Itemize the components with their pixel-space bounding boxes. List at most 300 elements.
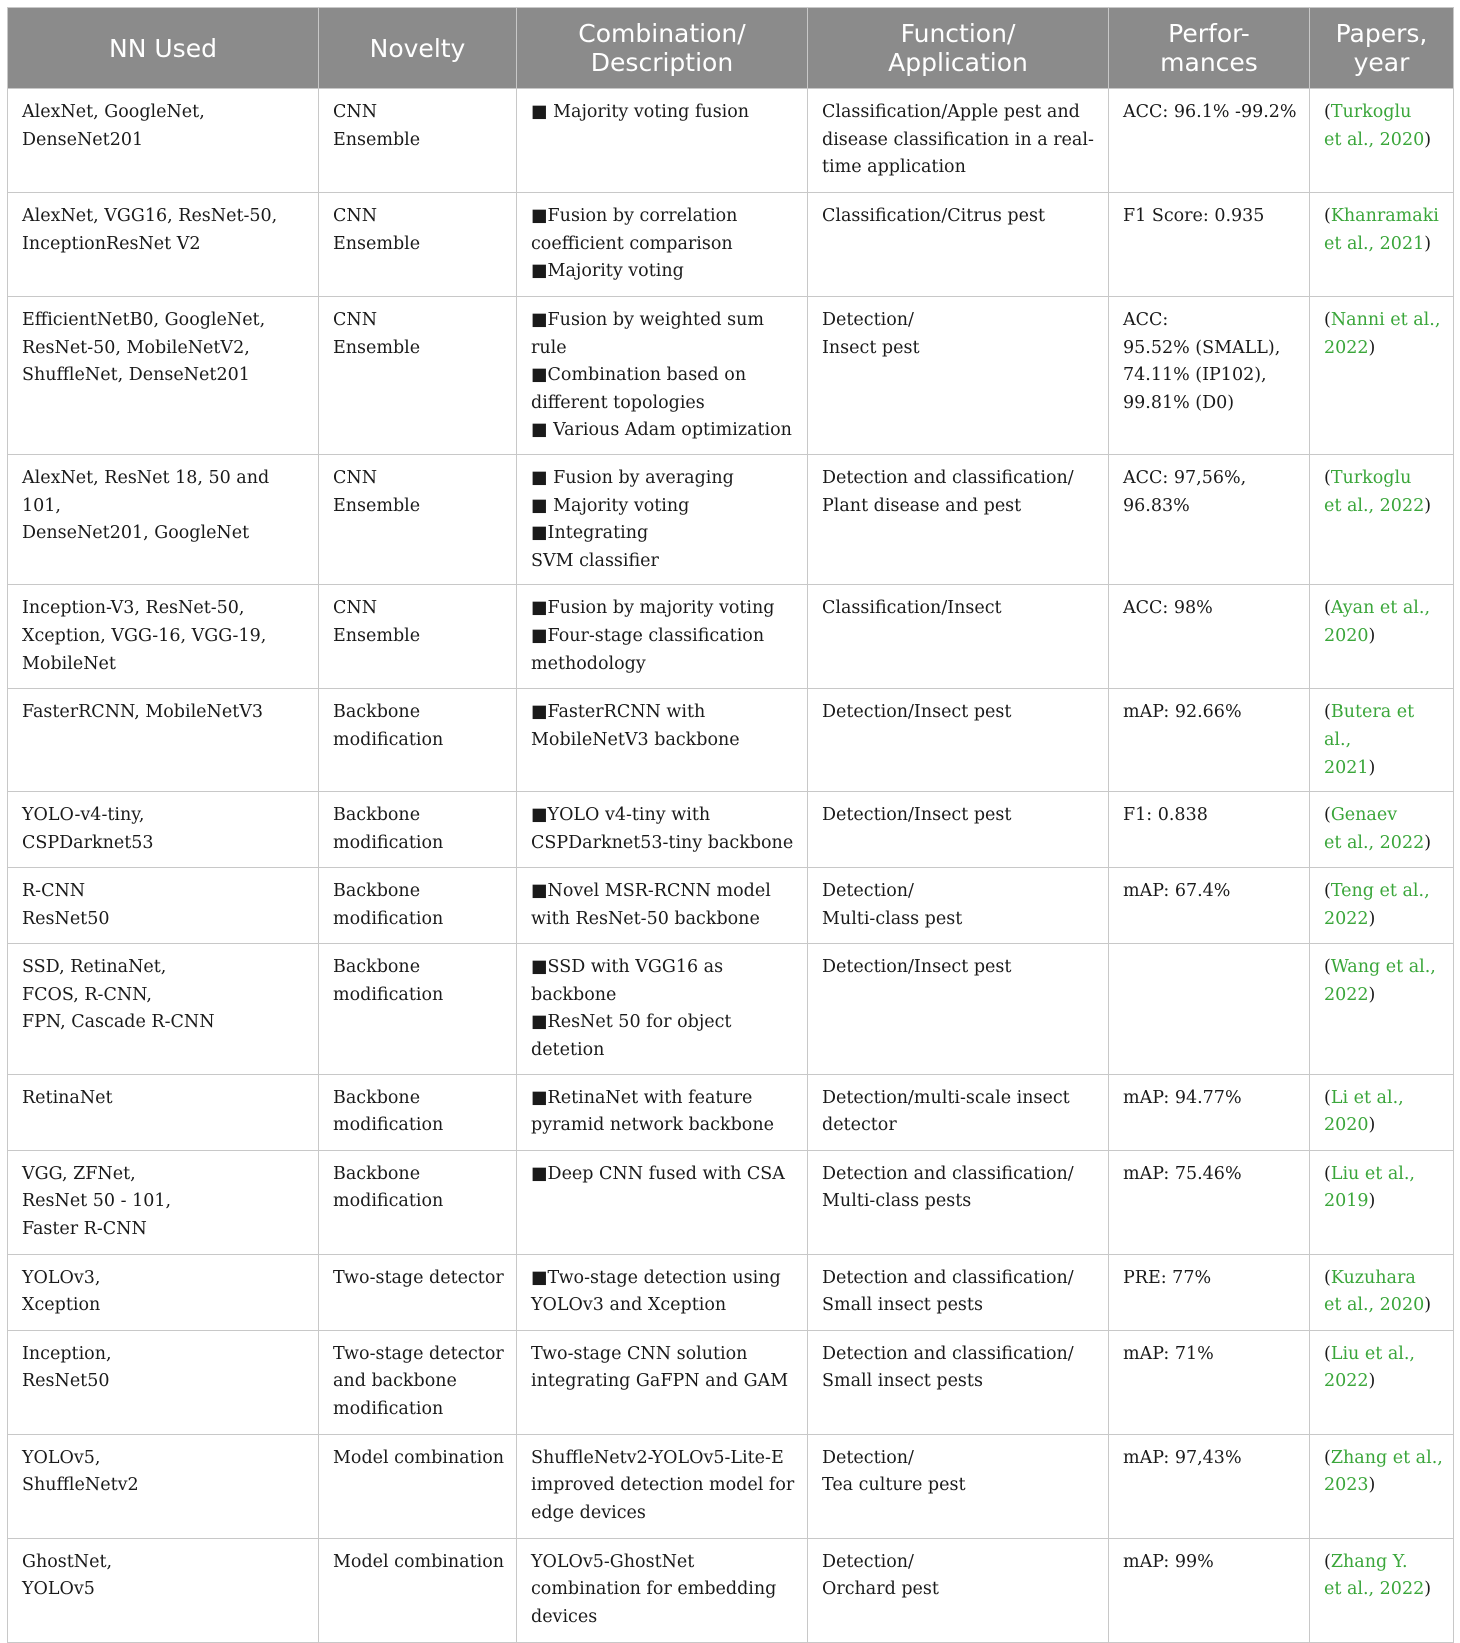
reference-link-line[interactable] (1324, 127, 1445, 155)
cell-line: AlexNet, VGG16, ResNet-50, (22, 206, 278, 226)
cell-performance (1109, 792, 1310, 868)
cell-line: Detection/Insect pest (822, 805, 1012, 826)
cell-line: Detection/ (822, 881, 914, 902)
reference-text[interactable]: et al., 2021 (1324, 233, 1425, 254)
cell-nn-used (8, 1434, 319, 1538)
reference-link-line[interactable] (1324, 1292, 1445, 1320)
reference-link-line[interactable] (1324, 954, 1445, 982)
paren: ( (1324, 1343, 1331, 1364)
reference-link-line[interactable] (1324, 699, 1445, 754)
cell-performance (1109, 193, 1310, 297)
reference-text[interactable]: Khanramaki (1330, 206, 1439, 226)
reference-link-line[interactable] (1324, 595, 1445, 623)
cell-nn-used (8, 1538, 319, 1642)
cell-function (808, 868, 1109, 944)
cell-line: Ensemble (333, 495, 421, 516)
reference-text[interactable]: et al., 2022 (1324, 832, 1425, 853)
reference-text[interactable]: et al., 2022 (1324, 495, 1425, 516)
cell-line: Model combination (333, 1551, 505, 1572)
cell-line: Backbone (333, 881, 421, 902)
header-row (8, 8, 1454, 89)
reference-text[interactable]: Genaev (1330, 805, 1398, 826)
table-row (8, 1434, 1454, 1538)
reference-link-line[interactable] (1324, 465, 1445, 493)
cell-line: ACC: (1123, 310, 1169, 330)
cell-line: ■FasterRCNN with (531, 702, 706, 723)
cell-line: disease classification in a real- (822, 129, 1094, 150)
cell-line: CNN (333, 467, 378, 488)
cell-line: F1 Score: 0.935 (1123, 206, 1265, 226)
cell-line: ■Fusion by correlation (531, 206, 738, 226)
cell-line: CNN (333, 102, 378, 122)
table-body (8, 89, 1454, 1643)
cell-line: Two-stage detector (333, 1267, 504, 1288)
paren: ) (1368, 1475, 1376, 1496)
cell-line: Detection/Insect pest (822, 957, 1012, 978)
cell-line: YOLO-v4-tiny, (22, 805, 145, 826)
reference-text[interactable]: Turkoglu (1330, 467, 1412, 488)
cell-reference (1310, 944, 1454, 1074)
cell-line: mAP: 71% (1123, 1343, 1214, 1364)
table-row (8, 1150, 1454, 1254)
cell-line: DenseNet201, GoogleNet (22, 523, 250, 544)
cell-novelty (319, 454, 517, 584)
cell-line: ■RetinaNet with feature (531, 1087, 753, 1108)
reference-text[interactable]: 2022 (1324, 908, 1369, 929)
cell-function (808, 1254, 1109, 1330)
paren: ( (1324, 957, 1331, 978)
cell-reference (1310, 89, 1454, 193)
cell-line: CNN (333, 598, 378, 619)
cell-novelty (319, 297, 517, 455)
cell-line: ShuffleNetv2-YOLOv5-Lite-E (531, 1447, 784, 1468)
header-nn-used (8, 8, 319, 89)
cell-line: GhostNet, (22, 1551, 113, 1572)
cell-description (517, 689, 808, 792)
cell-line: Detection and classification/ (822, 1267, 1074, 1288)
cell-line: FasterRCNN, MobileNetV3 (22, 702, 264, 723)
cell-line: Small insect pests (822, 1371, 983, 1392)
cell-line: CSPDarknet53 (22, 832, 154, 853)
cell-line: MobileNetV3 backbone (531, 729, 740, 750)
cell-line: YOLOv5 (22, 1579, 95, 1600)
cell-performance (1109, 585, 1310, 689)
paren: ) (1424, 495, 1432, 516)
cell-description (517, 1074, 808, 1150)
cell-line: time application (822, 157, 966, 178)
cell-function (808, 1538, 1109, 1642)
cell-line: Plant disease and pest (822, 495, 1022, 516)
cell-line: ResNet50 (22, 1371, 110, 1392)
reference-link-line[interactable] (1324, 1368, 1445, 1396)
cell-description (517, 1150, 808, 1254)
cell-line: mAP: 75.46% (1123, 1163, 1242, 1184)
cell-novelty (319, 585, 517, 689)
table-row (8, 585, 1454, 689)
cell-line: ■ Majority voting fusion (531, 102, 750, 122)
cell-description (517, 193, 808, 297)
cell-line: Backbone (333, 805, 421, 826)
reference-text[interactable]: et al., 2020 (1324, 129, 1425, 150)
cell-performance (1109, 1254, 1310, 1330)
table-row (8, 1074, 1454, 1150)
reference-link-line[interactable] (1324, 982, 1445, 1010)
cell-line: ■ResNet 50 for object detetion (531, 1012, 732, 1060)
paren: ) (1424, 832, 1432, 853)
cell-performance (1109, 1150, 1310, 1254)
cell-line: Ensemble (333, 129, 421, 150)
reference-text[interactable]: Zhang et al., (1330, 1447, 1443, 1468)
cell-line: Detection and classification/ (822, 1163, 1074, 1184)
cell-performance (1109, 1538, 1310, 1642)
cell-line: ShuffleNetv2 (22, 1475, 139, 1496)
cell-line: ■Deep CNN fused with CSA (531, 1163, 785, 1184)
cell-description (517, 89, 808, 193)
paren: ) (1368, 1191, 1376, 1212)
paren: ( (1324, 467, 1331, 488)
cell-line: Inception-V3, ResNet-50, (22, 598, 245, 619)
cell-line: mAP: 99% (1123, 1551, 1214, 1572)
reference-link-line[interactable] (1324, 307, 1445, 335)
reference-link-line[interactable] (1324, 755, 1445, 783)
reference-text[interactable]: Zhang Y. (1330, 1551, 1408, 1572)
header-line: mances (1160, 48, 1258, 77)
cell-line: coefficient comparison (531, 233, 733, 254)
cell-performance (1109, 868, 1310, 944)
cell-line: modification (333, 984, 444, 1005)
paren: ( (1324, 1267, 1331, 1288)
paren: ) (1368, 908, 1376, 929)
cell-line: ■YOLO v4-tiny with (531, 805, 711, 826)
cell-line: R-CNN (22, 881, 86, 902)
cell-novelty (319, 1074, 517, 1150)
table-row (8, 944, 1454, 1074)
reference-link-line[interactable] (1324, 1341, 1445, 1369)
reference-link-line[interactable] (1324, 99, 1445, 127)
table-row (8, 193, 1454, 297)
header-line: Perfor- (1168, 19, 1250, 48)
cell-performance (1109, 1330, 1310, 1434)
header-papers-year (1310, 8, 1454, 89)
paren: ) (1368, 337, 1376, 358)
cell-description (517, 1434, 808, 1538)
table-row (8, 89, 1454, 193)
cell-reference (1310, 689, 1454, 792)
reference-link-line[interactable] (1324, 802, 1445, 830)
cell-line: FPN, Cascade R-CNN (22, 1012, 215, 1033)
reference-text[interactable]: 2019 (1324, 1191, 1369, 1212)
reference-text[interactable]: Turkoglu (1330, 102, 1412, 122)
cell-description (517, 1538, 808, 1642)
cell-line: ■ Various Adam optimization (531, 420, 792, 441)
paren: ( (1324, 310, 1331, 330)
reference-text[interactable]: 2023 (1324, 1475, 1369, 1496)
cell-line: MobileNet (22, 653, 116, 674)
cell-line: Multi-class pest (822, 908, 963, 929)
cell-line: methodology (531, 653, 646, 674)
cell-line: Xception, VGG-16, VGG-19, (22, 625, 267, 646)
cell-function (808, 1330, 1109, 1434)
cell-line: ■Majority voting (531, 261, 684, 282)
cell-nn-used (8, 689, 319, 792)
reference-link-line[interactable] (1324, 1161, 1445, 1189)
cell-line: Two-stage CNN solution (531, 1343, 748, 1364)
cell-performance (1109, 1434, 1310, 1538)
cell-reference (1310, 1074, 1454, 1150)
cell-line: AlexNet, ResNet 18, 50 and 101, (22, 467, 270, 516)
cell-function (808, 944, 1109, 1074)
cell-nn-used (8, 89, 319, 193)
cell-nn-used (8, 944, 319, 1074)
cell-performance (1109, 454, 1310, 584)
cell-nn-used (8, 1150, 319, 1254)
cell-reference (1310, 297, 1454, 455)
cell-function (808, 297, 1109, 455)
cell-novelty (319, 1150, 517, 1254)
table-row (8, 868, 1454, 944)
cell-novelty (319, 89, 517, 193)
cell-line: SSD, RetinaNet, (22, 957, 167, 978)
reference-link-line[interactable] (1324, 623, 1445, 651)
paren: ( (1324, 102, 1331, 122)
cell-function (808, 454, 1109, 584)
cell-line: FCOS, R-CNN, (22, 984, 152, 1005)
cell-line: CNN (333, 310, 378, 330)
cell-line: SVM classifier (531, 550, 659, 571)
cell-line: ACC: 97,56%, (1123, 467, 1247, 488)
paren: ( (1324, 1447, 1331, 1468)
comparison-table (7, 7, 1454, 1643)
reference-link-line[interactable] (1324, 1445, 1445, 1473)
reference-text[interactable]: 2022 (1324, 984, 1369, 1005)
cell-line: YOLOv5-GhostNet (531, 1551, 695, 1572)
cell-line: Orchard pest (822, 1579, 939, 1600)
cell-line: Insect pest (822, 337, 920, 358)
reference-link-line[interactable] (1324, 1549, 1445, 1577)
cell-description (517, 454, 808, 584)
header-line: year (1353, 48, 1410, 77)
cell-line: ResNet50 (22, 908, 110, 929)
cell-novelty (319, 1254, 517, 1330)
reference-text[interactable]: Liu et al., (1330, 1163, 1415, 1184)
paren: ) (1368, 625, 1376, 646)
cell-line: ■Combination based on (531, 365, 747, 386)
paren: ( (1324, 1551, 1331, 1572)
cell-reference (1310, 1538, 1454, 1642)
reference-link-line[interactable] (1324, 830, 1445, 858)
cell-line: Inception, (22, 1343, 112, 1364)
cell-line: PRE: 77% (1123, 1267, 1212, 1288)
table-row (8, 1330, 1454, 1434)
reference-text[interactable]: Kuzuhara (1330, 1267, 1416, 1288)
table-row (8, 297, 1454, 455)
reference-text[interactable]: 2021 (1324, 757, 1369, 778)
cell-reference (1310, 585, 1454, 689)
reference-text[interactable]: 2020 (1324, 1115, 1369, 1136)
cell-line: InceptionResNet V2 (22, 233, 201, 254)
cell-line: ■Fusion by majority voting (531, 598, 775, 619)
paren: ) (1424, 1295, 1432, 1316)
reference-text[interactable]: 2020 (1324, 625, 1369, 646)
cell-performance (1109, 689, 1310, 792)
reference-link-line[interactable] (1324, 878, 1445, 906)
reference-link-line[interactable] (1324, 1576, 1445, 1604)
cell-nn-used (8, 297, 319, 455)
cell-reference (1310, 1150, 1454, 1254)
reference-text[interactable]: et al., 2020 (1324, 1295, 1425, 1316)
cell-line: Tea culture pest (822, 1475, 966, 1496)
cell-line: Classification/Apple pest and (822, 102, 1080, 122)
cell-line: ■SSD with VGG16 as (531, 957, 724, 978)
reference-text[interactable]: 2022 (1324, 1371, 1369, 1392)
cell-nn-used (8, 585, 319, 689)
reference-text[interactable]: Ayan et al., (1330, 598, 1431, 619)
cell-line: Xception (22, 1295, 101, 1316)
reference-link-line[interactable] (1324, 203, 1445, 231)
cell-line: mAP: 94.77% (1123, 1087, 1242, 1108)
reference-text[interactable]: Butera et al., (1324, 702, 1415, 750)
cell-reference (1310, 792, 1454, 868)
cell-line: integrating GaFPN and GAM (531, 1371, 789, 1392)
cell-description (517, 1254, 808, 1330)
reference-text[interactable]: 2022 (1324, 337, 1369, 358)
cell-performance (1109, 1074, 1310, 1150)
cell-nn-used (8, 193, 319, 297)
table-row (8, 1538, 1454, 1642)
reference-text[interactable]: Wang et al., (1330, 957, 1436, 978)
header-line: Novelty (369, 33, 466, 63)
cell-line: ■Four-stage classification (531, 625, 765, 646)
cell-line: ResNet-50, MobileNetV2, (22, 337, 250, 358)
reference-link-line[interactable] (1324, 1188, 1445, 1216)
cell-function (808, 689, 1109, 792)
paren: ) (1424, 1579, 1432, 1600)
cell-reference (1310, 1254, 1454, 1330)
cell-novelty (319, 792, 517, 868)
paren: ) (1368, 984, 1376, 1005)
cell-nn-used (8, 792, 319, 868)
cell-line: DenseNet201 (22, 129, 144, 150)
cell-line: edge devices (531, 1502, 646, 1523)
paren: ) (1368, 757, 1376, 778)
cell-line: Detection and classification/ (822, 1343, 1074, 1364)
cell-reference (1310, 868, 1454, 944)
cell-novelty (319, 1538, 517, 1642)
cell-function (808, 792, 1109, 868)
cell-line: modification (333, 1115, 444, 1136)
paren: ) (1368, 1371, 1376, 1392)
cell-line: Detection/multi-scale insect (822, 1087, 1070, 1108)
cell-line: mAP: 92.66% (1123, 702, 1242, 723)
cell-description (517, 1330, 808, 1434)
reference-text[interactable]: et al., 2022 (1324, 1579, 1425, 1600)
cell-line: Detection/ (822, 1447, 914, 1468)
header-line: Function/ (900, 19, 1016, 48)
cell-line: Detection/Insect pest (822, 702, 1012, 723)
header-function (808, 8, 1109, 89)
cell-line: F1: 0.838 (1123, 805, 1208, 826)
header-line: NN Used (109, 33, 217, 63)
cell-description (517, 944, 808, 1074)
reference-text[interactable]: Teng et al., (1330, 881, 1430, 902)
cell-line: different topologies (531, 392, 705, 413)
cell-performance (1109, 944, 1310, 1074)
reference-link-line[interactable] (1324, 335, 1445, 363)
cell-line: backbone (531, 984, 617, 1005)
table-header (8, 8, 1454, 89)
reference-text[interactable]: Li et al., (1330, 1087, 1404, 1108)
header-novelty (319, 8, 517, 89)
cell-line: devices (531, 1606, 598, 1627)
cell-performance (1109, 297, 1310, 455)
cell-line: Multi-class pests (822, 1191, 972, 1212)
cell-line: Classification/Citrus pest (822, 206, 1045, 226)
cell-line: Backbone (333, 1087, 421, 1108)
cell-line: Faster R-CNN (22, 1218, 147, 1239)
reference-link-line[interactable] (1324, 1472, 1445, 1500)
cell-line: Model combination (333, 1447, 505, 1468)
cell-line: VGG, ZFNet, (22, 1163, 136, 1184)
cell-reference (1310, 1434, 1454, 1538)
cell-line: Detection/ (822, 1551, 914, 1572)
reference-link-line[interactable] (1324, 231, 1445, 259)
cell-line: Classification/Insect (822, 598, 1002, 619)
cell-reference (1310, 193, 1454, 297)
cell-description (517, 792, 808, 868)
cell-function (808, 1150, 1109, 1254)
reference-link-line[interactable] (1324, 906, 1445, 934)
cell-line: Backbone (333, 957, 421, 978)
cell-line: ■ Majority voting ■Integrating (531, 495, 690, 544)
cell-line: 96.83% (1123, 495, 1190, 516)
reference-text[interactable]: Liu et al., (1330, 1343, 1415, 1364)
reference-link-line[interactable] (1324, 1112, 1445, 1140)
cell-line: modification (333, 729, 444, 750)
cell-line: Backbone (333, 1163, 421, 1184)
cell-line: Small insect pests (822, 1295, 983, 1316)
cell-line: Ensemble (333, 233, 421, 254)
reference-link-line[interactable] (1324, 1265, 1445, 1293)
cell-line: ■Novel MSR-RCNN model (531, 881, 771, 902)
cell-function (808, 1074, 1109, 1150)
cell-line: Detection/ (822, 310, 914, 330)
reference-link-line[interactable] (1324, 1085, 1445, 1113)
cell-description (517, 585, 808, 689)
cell-line: ■Two-stage detection using (531, 1267, 781, 1288)
cell-line: 99.81% (D0) (1123, 392, 1235, 413)
cell-line: ACC: 96.1% -99.2% (1123, 102, 1297, 122)
reference-text[interactable]: Nanni et al., (1330, 310, 1441, 330)
reference-link-line[interactable] (1324, 493, 1445, 521)
cell-nn-used (8, 1254, 319, 1330)
cell-line: detector (822, 1115, 897, 1136)
cell-line: pyramid network backbone (531, 1115, 774, 1136)
cell-line: modification (333, 908, 444, 929)
cell-description (517, 868, 808, 944)
cell-function (808, 89, 1109, 193)
paren: ) (1424, 233, 1432, 254)
table-row (8, 1254, 1454, 1330)
cell-novelty (319, 193, 517, 297)
cell-line: modification (333, 1398, 444, 1419)
paren: ( (1324, 598, 1331, 619)
paren: ( (1324, 702, 1331, 723)
cell-line: CNN (333, 206, 378, 226)
header-line: Application (888, 48, 1028, 77)
cell-nn-used (8, 868, 319, 944)
cell-line: improved detection model for (531, 1475, 795, 1496)
table-row (8, 454, 1454, 584)
